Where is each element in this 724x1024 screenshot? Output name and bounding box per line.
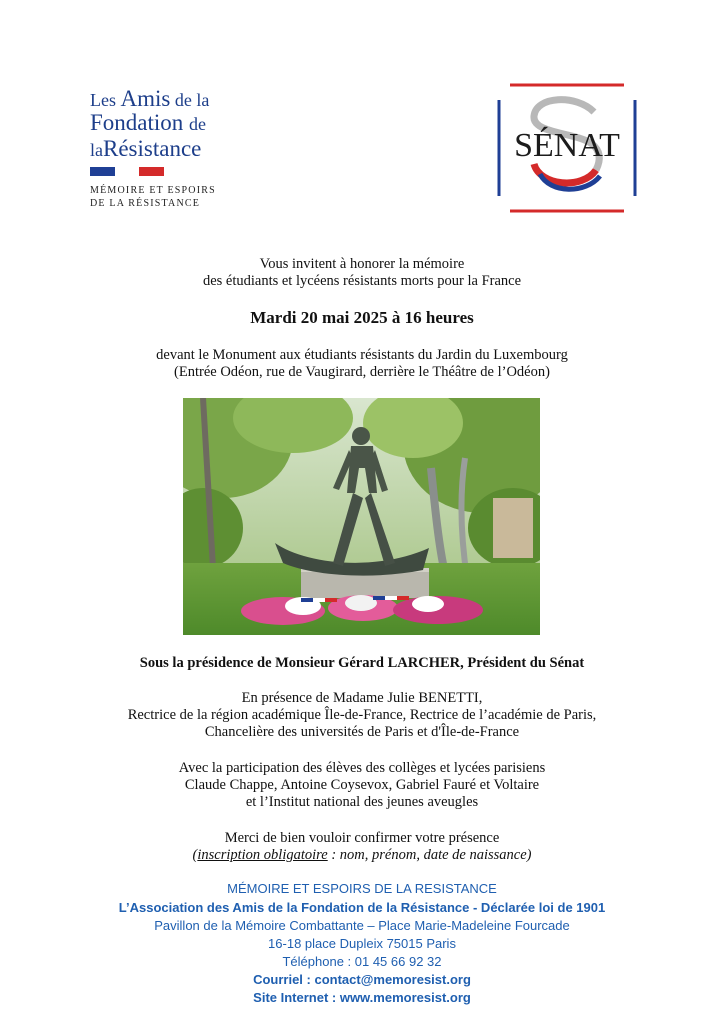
location-line-1: devant le Monument aux étudiants résistants du Jardin du Luxembourg: [156, 347, 568, 363]
logo-word: Les: [90, 90, 116, 110]
logo-word: la: [90, 140, 103, 160]
presence-line-1: En présence de Madame Julie BENETTI,: [241, 690, 483, 706]
logo-word: de la: [174, 90, 210, 110]
logo-subtitle: [90, 184, 216, 210]
rsvp-paren: (: [192, 847, 198, 863]
footer-org-full: L’Association des Amis de la Fondation de la Résistance - Déclarée loi de 1901: [118, 900, 606, 915]
invitation-line-2: des étudiants et lycéens résistants morts pour la France: [202, 273, 522, 289]
tricolor-flag-bar: [90, 167, 164, 176]
rsvp-fields: : nom, prénom, date de naissance): [327, 847, 532, 863]
footer-org-short: MÉMOIRE ET ESPOIRS DE LA RESISTANCE: [227, 881, 497, 896]
event-date: Mardi 20 mai 2025 à 16 heures: [250, 308, 474, 327]
presidence-line: Sous la présidence de Monsieur Gérard LARCHER, Président du Sénat: [139, 655, 585, 671]
participation-line-3: et l’Institut national des jeunes aveugles: [245, 794, 479, 810]
monument-photo: [183, 398, 540, 635]
participation-line-1: Avec la participation des élèves des collèges et lycées parisiens: [178, 760, 546, 776]
invitation-line-1: Vous invitent à honorer la mémoire: [259, 256, 465, 272]
rsvp-required: inscription obligatoire: [197, 847, 328, 863]
afmd-logo: [90, 86, 240, 209]
footer-phone: Téléphone : 01 45 66 92 32: [282, 954, 442, 969]
rsvp-line-1: Merci de bien vouloir confirmer votre présence: [224, 830, 500, 846]
presence-line-2: Rectrice de la région académique Île-de-France, Rectrice de l’académie de Paris,: [127, 707, 597, 723]
footer-address-1: Pavillon de la Mémoire Combattante – Place Marie-Madeleine Fourcade: [154, 918, 570, 933]
logo-subtitle-line: DE LA RÉSISTANCE: [90, 198, 201, 209]
logo-word: Fondation: [90, 110, 184, 135]
senat-logo: [496, 82, 638, 214]
logo-word: Amis: [120, 86, 171, 111]
rsvp-line-2: [0, 847, 724, 864]
senat-logo-text: SÉNAT: [514, 127, 620, 164]
presence-line-3: Chancelière des universités de Paris et d'Île-de-France: [204, 724, 520, 740]
participation-line-2: Claude Chappe, Antoine Coysevox, Gabriel Fauré et Voltaire: [184, 777, 540, 793]
footer-address-2: 16-18 place Dupleix 75015 Paris: [268, 936, 456, 951]
logo-word: Résistance: [103, 136, 202, 161]
footer-email[interactable]: Courriel : contact@memoresist.org: [253, 972, 471, 987]
logo-subtitle-line: MÉMOIRE ET ESPOIRS: [90, 185, 216, 196]
footer-website[interactable]: Site Internet : www.memoresist.org: [253, 990, 471, 1005]
location-line-2: (Entrée Odéon, rue de Vaugirard, derrière le Théâtre de l’Odéon): [174, 364, 550, 380]
logo-word: de: [189, 114, 207, 134]
